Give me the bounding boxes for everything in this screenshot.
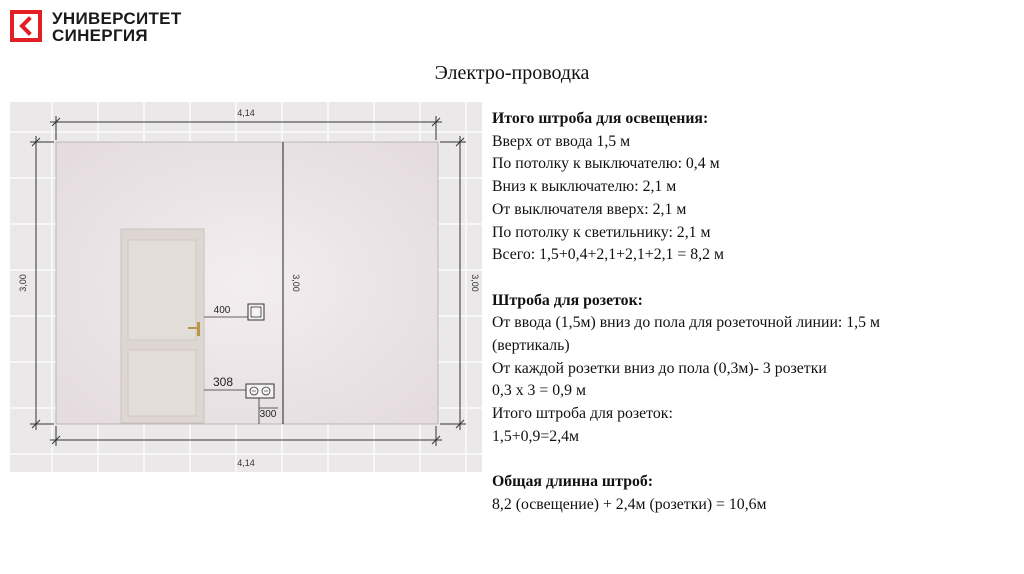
lighting-line: По потолку к светильнику: 2,1 м	[492, 223, 711, 241]
logo-text	[52, 10, 182, 44]
wall-elevation-drawing	[10, 102, 482, 472]
sockets-heading: Штроба для розеток:	[492, 291, 643, 309]
sockets-line: Итого штроба для розеток:	[492, 405, 673, 423]
sockets-line: От каждой розетки вниз до пола (0,3м)- 3 розетки	[492, 359, 827, 377]
top-width-label: 4,14	[237, 108, 255, 118]
logo-line-1: УНИВЕРСИТЕТ	[52, 9, 182, 28]
spacer	[492, 267, 1012, 290]
bottom-width-label: 4,14	[237, 458, 255, 468]
lighting-line: Вниз к выключателю: 2,1 м	[492, 178, 677, 196]
door	[121, 229, 204, 423]
sockets-line: (вертикаль)	[492, 337, 570, 355]
lighting-line: Вверх от ввода 1,5 м	[492, 132, 631, 150]
light-switch	[248, 304, 264, 320]
sockets-line: От ввода (1,5м) вниз до пола для розеточной линии: 1,5 м	[492, 314, 880, 332]
right-height-label: 3,00	[470, 274, 480, 292]
logo-line-2: СИНЕРГИЯ	[52, 26, 148, 45]
wall	[56, 142, 438, 424]
synergy-logo-icon	[10, 10, 42, 42]
lighting-line: От выключателя вверх: 2,1 м	[492, 200, 687, 218]
socket-height-label: 308	[212, 375, 234, 389]
lighting-heading: Итого штроба для освещения:	[492, 110, 709, 127]
left-height-label: 3,00	[18, 274, 28, 292]
spacer	[492, 449, 1012, 472]
lighting-total-line: Всего: 1,5+0,4+2,1+2,1+2,1 = 8,2 м	[492, 246, 724, 264]
sockets-total-line: 1,5+0,9=2,4м	[492, 427, 580, 445]
riser-height-label: 3,00	[291, 274, 301, 292]
lighting-line: По потолку к выключателю: 0,4 м	[492, 155, 720, 173]
sockets-line: 0,3 х 3 = 0,9 м	[492, 382, 586, 400]
switch-height-label: 400	[213, 305, 231, 316]
slide-title: Электро-проводка	[434, 62, 590, 84]
socket-offset-label: 300	[259, 409, 277, 420]
total-heading: Общая длинна штроб:	[492, 473, 654, 491]
double-socket	[246, 384, 274, 398]
total-line: 8,2 (освещение) + 2,4м (розетки) = 10,6м	[492, 495, 767, 513]
calculation-text	[492, 108, 1012, 517]
